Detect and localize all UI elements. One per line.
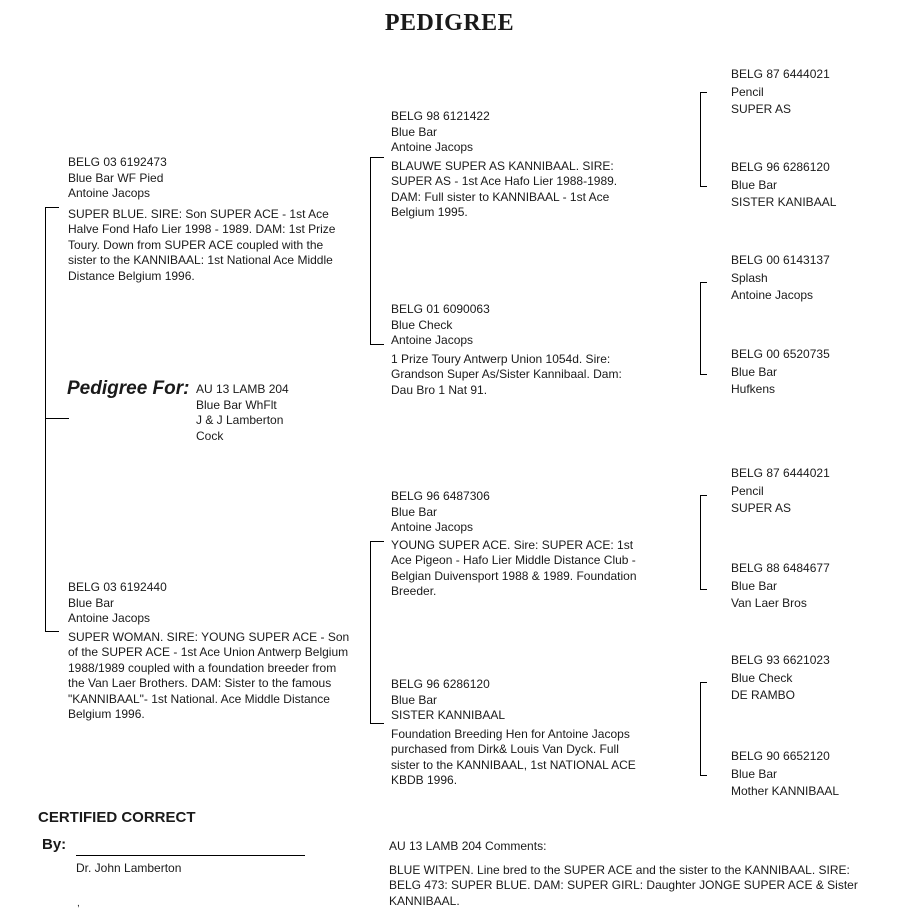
gen4-owner: SISTER KANIBAAL [731,195,837,209]
comments-heading: AU 13 LAMB 204 Comments: [389,839,547,853]
sire-notes: SUPER BLUE. SIRE: Son SUPER ACE - 1st Ace Halve Fond Hafo Lier 1998 - 1989. DAM: 1st Prize Toury. Down from SUPER ACE coupled with the sister to the KANNIBAAL: 1st National Ace Middle Distance Belgium 1996. [68,206,336,283]
sd-owner: Antoine Jacops [391,333,474,347]
gen4-owner: Mother KANNIBAAL [731,784,840,798]
dd-notes: Foundation Breeding Hen for Antoine Jacops purchased from Dirk& Louis Van Dyck. Full sister to the KANNIBAAL, 1st NATIONAL ACE KBDB 1996. [391,726,636,787]
gen4-ring: BELG 93 6621023 [731,653,830,667]
gen4-block [731,160,836,211]
dd-color: Blue Bar [391,692,438,707]
ds-color: Blue Bar [391,504,438,519]
gen4-color: Pencil [731,483,764,498]
gen4-ring: BELG 87 6444021 [731,67,830,81]
bracket-line [700,92,707,93]
dam-notes: SUPER WOMAN. SIRE: YOUNG SUPER ACE - Son of the SUPER ACE - 1st Ace Union Antwerp Belgium 1988/1989 coupled with a foundation breeder from the Van Laer Brothers. DAM: Sister to the famous "KANNIBAAL"- 1st National. Ace Middle Distance Belgium 1996. [68,629,350,721]
signature-line[interactable] [76,855,305,856]
bracket-line [700,495,707,496]
gen4-ring: BELG 00 6143137 [731,253,830,267]
gen4-owner: Hufkens [731,382,776,396]
bracket-line [45,631,59,632]
gen4-block [731,67,830,118]
subject-block [196,382,289,444]
bracket-line [700,282,701,375]
subject-ring: AU 13 LAMB 204 [196,382,289,396]
gen4-color: Pencil [731,84,764,99]
ds-block [391,489,651,600]
dam-color: Blue Bar [68,595,115,610]
sd-color: Blue Check [391,317,453,332]
bracket-line [700,282,707,283]
gen4-color: Blue Bar [731,364,778,379]
gen4-color: Blue Bar [731,578,778,593]
gen4-block [731,347,830,398]
by-label: By: [42,836,67,853]
ds-owner: Antoine Jacops [391,520,474,534]
bracket-line [370,157,384,158]
ss-ring: BELG 98 6121422 [391,109,490,123]
gen4-block [731,561,830,612]
gen4-ring: BELG 00 6520735 [731,347,830,361]
subject-owner: J & J Lamberton [196,413,284,427]
sd-notes: 1 Prize Toury Antwerp Union 1054d. Sire: Grandson Super As/Sister Kannibaal. Dam: Dau Bro 1 Nat 91. [391,351,622,397]
gen4-owner: Antoine Jacops [731,288,814,302]
gen4-block [731,466,830,517]
gen4-ring: BELG 96 6286120 [731,160,830,174]
bracket-line [700,495,701,590]
subject-sex: Cock [196,428,224,443]
gen4-block [731,749,839,800]
comments-block [389,839,869,909]
certifier-name: Dr. John Lamberton [76,861,182,875]
ss-notes: BLAUWE SUPER AS KANNIBAAL. SIRE: SUPER AS - 1st Ace Hafo Lier 1988-1989. DAM: Full sister to KANNIBAAL - 1st Ace Belgium 1995. [391,158,618,219]
stray-mark: , [77,898,80,909]
gen4-owner: DE RAMBO [731,688,796,702]
bracket-line [700,589,707,590]
ss-color: Blue Bar [391,124,438,139]
subject-color: Blue Bar WhFlt [196,397,277,412]
gen4-ring: BELG 88 6484677 [731,561,830,575]
gen4-ring: BELG 87 6444021 [731,466,830,480]
bracket-line [700,92,701,187]
gen4-color: Blue Check [731,670,793,685]
bracket-line [700,682,707,683]
ds-ring: BELG 96 6487306 [391,489,490,503]
bracket-line [45,418,69,419]
sd-block [391,302,651,398]
bracket-line [700,186,707,187]
dam-owner: Antoine Jacops [68,611,151,625]
gen4-color: Splash [731,270,768,285]
sire-color: Blue Bar WF Pied [68,170,164,185]
dd-block [391,677,656,789]
bracket-line [700,374,707,375]
gen4-block [731,653,830,704]
ss-block [391,109,651,221]
certified-heading: CERTIFIED CORRECT [38,809,196,826]
bracket-line [370,541,384,542]
dd-ring: BELG 96 6286120 [391,677,490,691]
dam-ring: BELG 03 6192440 [68,580,167,594]
gen4-color: Blue Bar [731,766,778,781]
bracket-line [700,775,707,776]
gen4-owner: SUPER AS [731,102,792,116]
sire-ring: BELG 03 6192473 [68,155,167,169]
bracket-line [370,541,371,724]
comments-text: BLUE WITPEN. Line bred to the SUPER ACE and the sister to the KANNIBAAL. SIRE: BELG 473: SUPER BLUE. DAM: SUPER GIRL: Daughter JONGE SUPER ACE & Sister KANNIBAAL. [389,862,858,908]
pedigree-for-heading: Pedigree For: [67,378,190,399]
gen4-ring: BELG 90 6652120 [731,749,830,763]
dam-block [68,580,353,723]
gen4-owner: SUPER AS [731,501,792,515]
bracket-line [45,207,59,208]
gen4-color: Blue Bar [731,177,778,192]
ds-notes: YOUNG SUPER ACE. Sire: SUPER ACE: 1st Ace Pigeon - Hafo Lier Middle Distance Club - Belgian Duivensport 1988 & 1989. Foundation Breeder. [391,537,637,598]
bracket-line [45,207,46,632]
sire-block [68,155,348,284]
ss-owner: Antoine Jacops [391,140,474,154]
bracket-line [370,157,371,345]
sd-ring: BELG 01 6090063 [391,302,490,316]
bracket-line [700,682,701,776]
bracket-line [370,344,384,345]
sire-owner: Antoine Jacops [68,186,151,200]
gen4-owner: Van Laer Bros [731,596,807,610]
bracket-line [370,723,384,724]
dd-owner: SISTER KANNIBAAL [391,708,506,722]
gen4-block [731,253,830,304]
page-title: PEDIGREE [384,10,515,36]
